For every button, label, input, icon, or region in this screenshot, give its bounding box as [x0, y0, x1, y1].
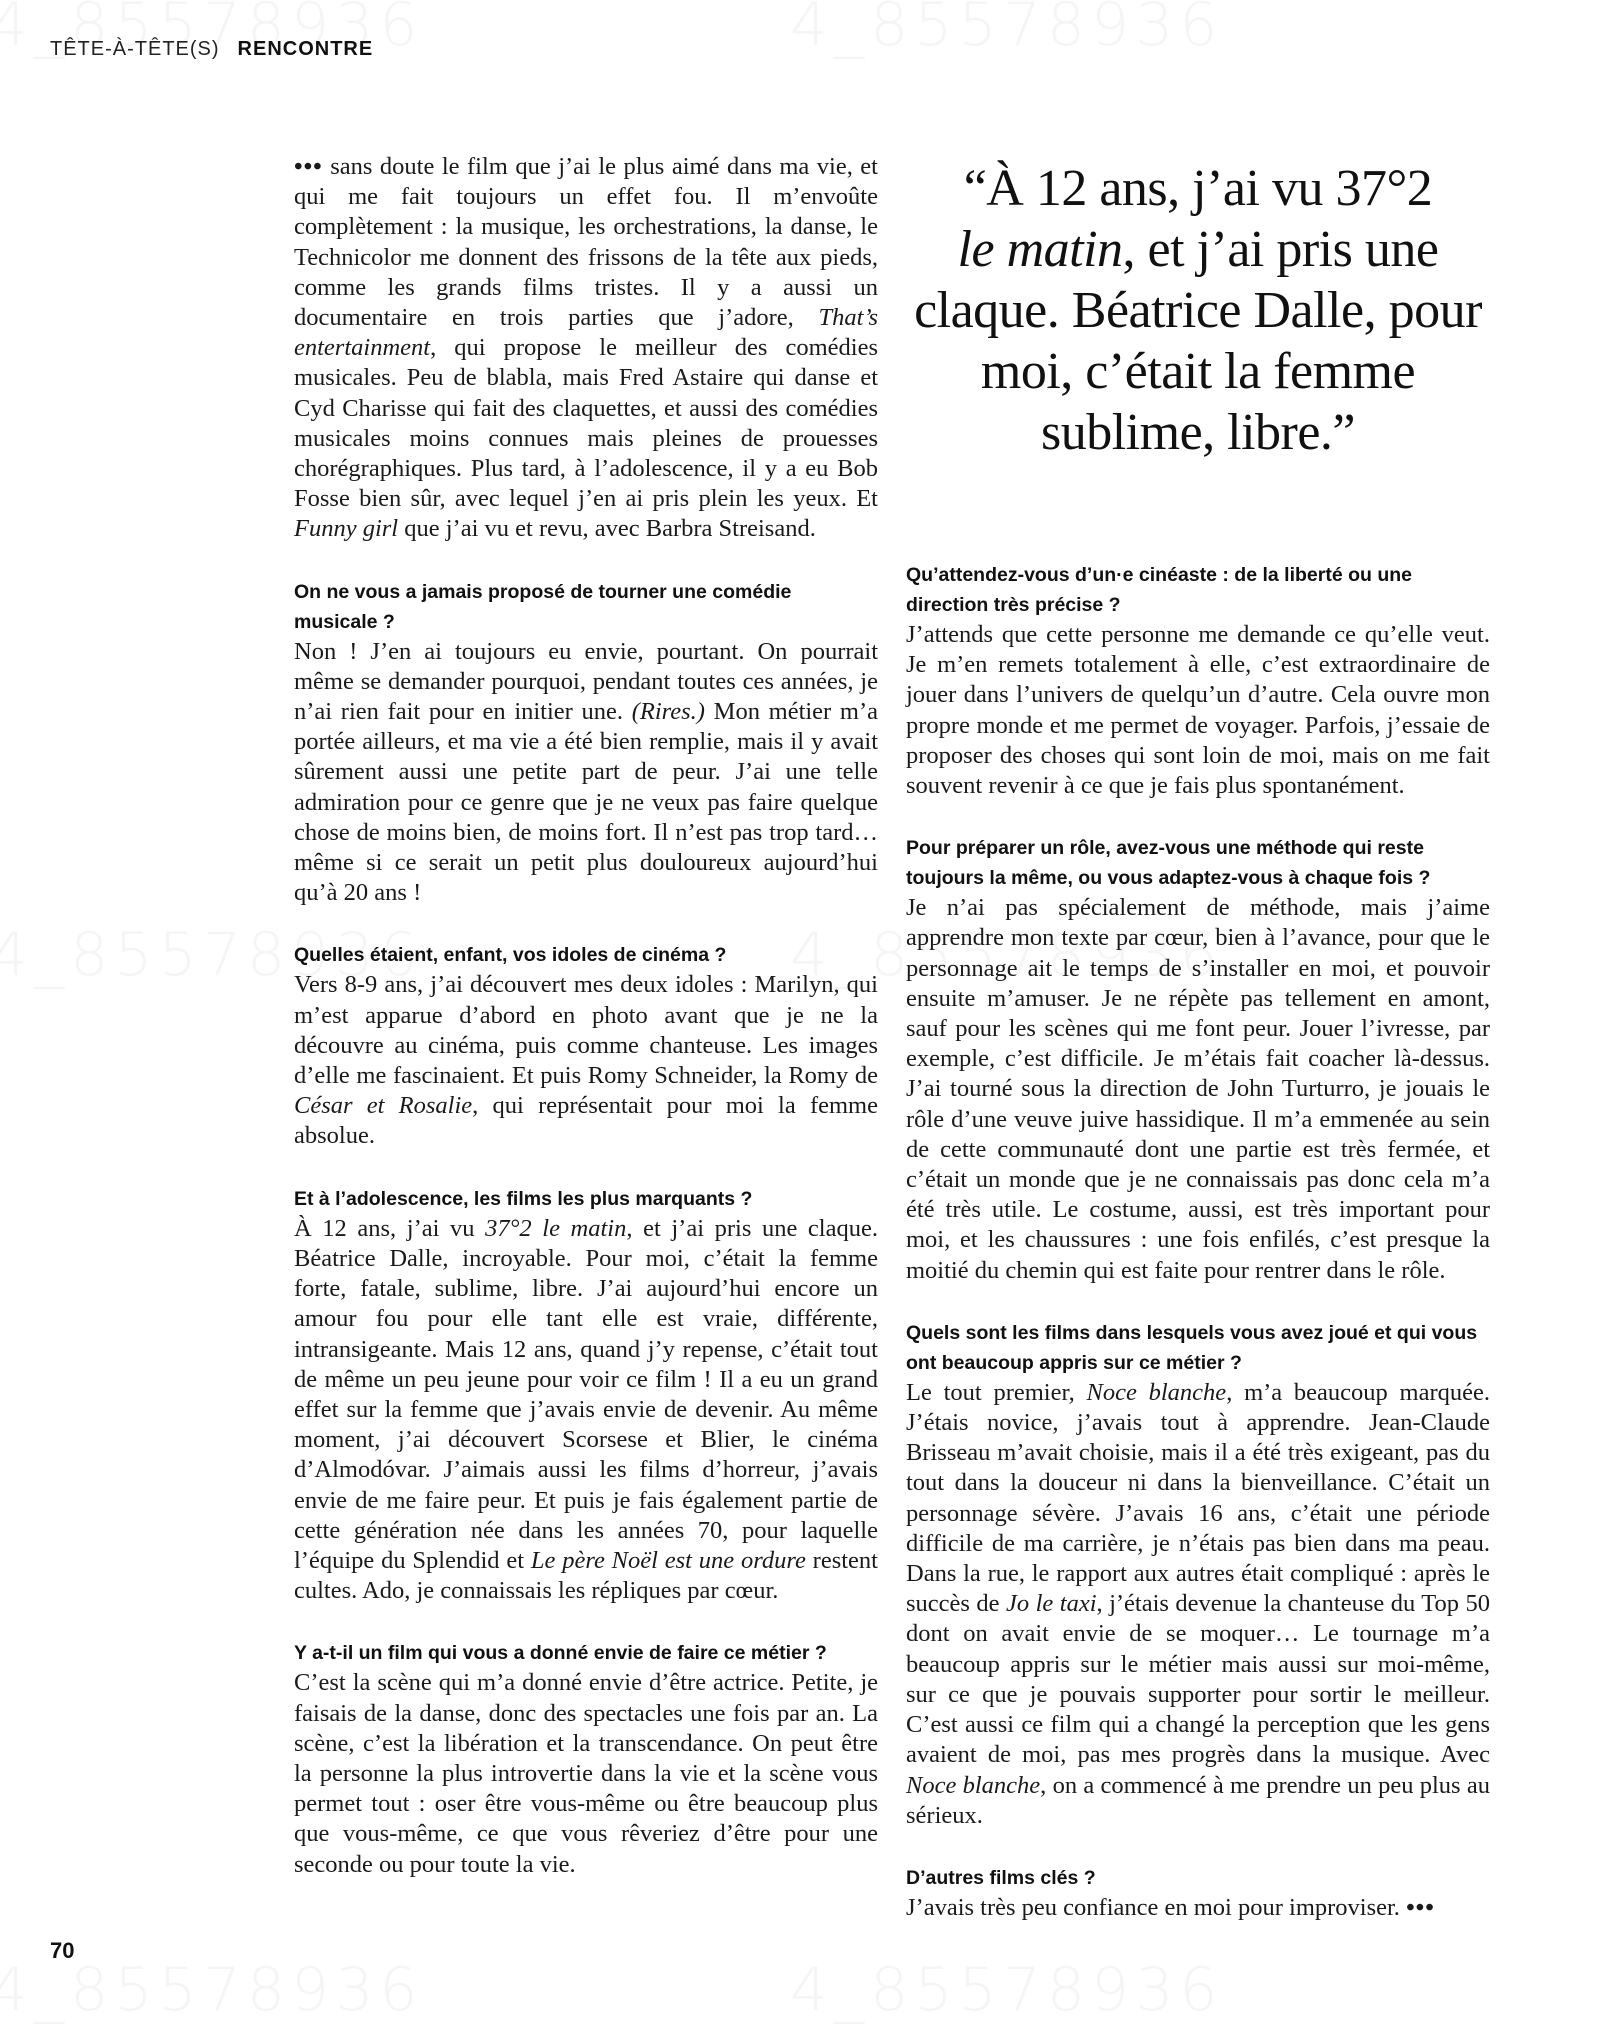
film-title: Jo le taxi — [1006, 1590, 1097, 1618]
interview-answer: Vers 8-9 ans, j’ai découvert mes deux idoles : Marilyn, qui m’est apparue d’abord en photo avant que je ne la découvre au cinéma, puis comme chanteuse. Les images d’elle me fascinaient. Et puis Romy Schneider, la Romy de César et Rosalie, qui représentait pour moi la femme absolue. — [294, 971, 878, 1150]
interview-answer: J’avais très peu confiance en moi pour improviser. ••• — [906, 1893, 1435, 1921]
film-title: Noce blanche — [1086, 1378, 1227, 1406]
pull-quote: “À 12 ans, j’ai vu 37°2 le matin, et j’ai pris une claque. Béatrice Dalle, pour moi, c’était la femme sublime, libre.” — [914, 160, 1482, 461]
intro-paragraph: ••• sans doute le film que j’ai le plus aimé dans ma vie, et qui me fait toujours un effet fou. Il m’envoûte complètement : la musique, les orchestrations, la danse, le Technicolor me donnent des frissons de la tête aux pieds, comme les grands films tristes. Il y a aussi un documentaire en trois parties que j’adore, That’s entertainment, qui propose le meilleur des comédies musicales. Peu de blabla, mais Fred Astaire qui danse et Cyd Charisse qui fait des claquettes, et aussi des comédies musicales moins connues mais pleines de prouesses chorégraphiques. Plus tard, à l’adolescence, il y a eu Bob Fosse bien sûr, avec lequel j’en ai pris plein les yeux. Et Funny girl que j’ai vu et revu, avec Barbra Streisand. — [294, 153, 878, 543]
interview-question: On ne vous a jamais proposé de tourner une comédie musicale ? — [294, 580, 792, 633]
interview-question: Et à l’adolescence, les films les plus marquants ? — [294, 1187, 753, 1210]
interview-answer: Non ! J’en ai toujours eu envie, pourtant. On pourrait même se demander pourquoi, pendant toutes ces années, je n’ai rien fait pour en initier une. (Rires.) Mon métier m’a portée ailleurs, et ma vie a été bien remplie, mais il y avait sûrement aussi une petite part de peur. J’ai une telle admiration pour ce genre que je ne veux pas faire quelque chose de moins bien, de moins fort. Il n’est pas trop tard… même si ce serait un petit plus douloureux aujourd’hui qu’à 20 ans ! — [294, 637, 878, 907]
interview-question: D’autres films clés ? — [906, 1866, 1096, 1889]
watermark — [790, 1955, 1224, 2025]
stage-note: (Rires.) — [631, 698, 705, 726]
left-column — [294, 152, 878, 1880]
interview-question: Quels sont les films dans lesquels vous avez joué et qui vous ont beaucoup appris sur ce métier ? — [906, 1321, 1478, 1374]
film-title: César et Rosalie — [294, 1092, 473, 1120]
film-title: Le père Noël est une ordure — [530, 1546, 806, 1574]
section-name: TÊTE-À-TÊTE(S) — [50, 38, 220, 60]
interview-answer: Le tout premier, Noce blanche, m’a beaucoup marquée. J’étais novice, j’avais tout à apprendre. Jean-Claude Brisseau m’avait choisie, mais il a été très exigeant, pas du tout dans la douceur ni dans la bienveillance. C’était un personnage sévère. J’avais 16 ans, c’était une période difficile de ma carrière, je n’étais pas bien dans ma peau. Dans la rue, le rapport aux autres était compliqué : après le succès de Jo le taxi, j’étais devenue la chanteuse du Top 50 dont on avait envie de se moquer… Le tournage m’a beaucoup appris sur le métier mais aussi sur moi-même, sur ce que je pouvais supporter pour sortir le meilleur. C’est aussi ce film qui a changé la perception que les gens avaient de moi, pas mes progrès dans la musique. Avec Noce blanche, on a commencé à me prendre un peu plus au sérieux. — [906, 1378, 1490, 1829]
interview-question: Pour préparer un rôle, avez-vous une méthode qui reste toujours la même, ou vous adaptez-vous à chaque fois ? — [906, 837, 1431, 890]
interview-question: Qu’attendez-vous d’un·e cinéaste : de la liberté ou une direction très précise ? — [906, 564, 1413, 616]
page-number: 70 — [50, 1938, 75, 1963]
watermark — [790, 0, 1224, 60]
film-title: 37°2 le matin — [485, 1214, 627, 1242]
film-title: Funny girl — [294, 515, 399, 543]
film-title: Noce blanche — [906, 1771, 1041, 1799]
continued-dots: ••• — [1406, 1893, 1435, 1921]
interview-answer: J’attends que cette personne me demande ce qu’elle veut. Je m’en remets totalement à elle, c’est extraordinaire de jouer dans l’univers de quelqu’un d’autre. Cela ouvre mon propre monde et me permet de voyager. Parfois, j’essaie de proposer des choses qui sont loin de moi, mais on me fait souvent revenir à ce que je fais plus spontanément. — [906, 621, 1490, 800]
interview-answer: Je n’ai pas spécialement de méthode, mais j’aime apprendre mon texte par cœur, bien à l’avance, pour que le personnage ait le temps de s’installer en moi, et pouvoir ensuite m’amuser. Je ne répète pas tellement en amont, sauf pour les scènes qui me font peur. Jouer l’ivresse, par exemple, c’est difficile. Je m’étais fait coacher là-dessus. J’ai tourné sous la direction de John Turturro, je jouais le rôle d’une veuve juive hassidique. Il m’a emmenée au sein de cette communauté dont une partie est très fermée, et c’était un monde que je ne connaissais pas donc cela m’a été très utile. Le costume, aussi, est très important pour moi, et les chaussures : une fois enfilés, c’est presque la moitié du chemin qui est faite pour rentrer dans le rôle. — [906, 894, 1490, 1284]
continuation-dots: ••• — [294, 153, 323, 180]
film-title: That’s entertainment — [294, 304, 878, 362]
rubric-name: RENCONTRE — [237, 38, 374, 60]
interview-question: Quelles étaient, enfant, vos idoles de cinéma ? — [294, 944, 727, 967]
film-title: le matin — [957, 221, 1123, 278]
running-head — [50, 38, 373, 61]
interview-answer: À 12 ans, j’ai vu 37°2 le matin, et j’ai pris une claque. Béatrice Dalle, incroyable. Pour moi, c’était la femme forte, fatale, sublime, libre. J’ai aujourd’hui encore un amour fou pour elle tant elle est vraie, différente, intransigeante. Mais 12 ans, quand j’y repense, c’était tout de même un peu jeune pour voir ce film ! Il a eu un grand effet sur la femme que j’avais envie de devenir. Au même moment, j’ai découvert Scorsese et Blier, le cinéma d’Almodóvar. J’aimais aussi les films d’horreur, j’avais envie de me faire peur. Et puis je fais également partie de cette génération née dans les années 70, pour laquelle l’équipe du Splendid et Le père Noël est une ordure restent cultes. Ado, je connaissais les répliques par cœur. — [294, 1214, 878, 1605]
watermark — [0, 1955, 424, 2025]
interview-answer: C’est la scène qui m’a donné envie d’être actrice. Petite, je faisais de la danse, donc des spectacles une fois par an. La scène, c’est la libération et la transcendance. On peut être la personne la plus introvertie dans la vie et la scène vous permet tout : oser être vous-même ou être beaucoup plus que vous-même, ce que vous rêveriez d’être pour une seconde ou pour toute la vie. — [294, 1669, 878, 1878]
interview-question: Y a-t-il un film qui vous a donné envie de faire ce métier ? — [294, 1642, 827, 1665]
right-column — [906, 560, 1490, 1923]
